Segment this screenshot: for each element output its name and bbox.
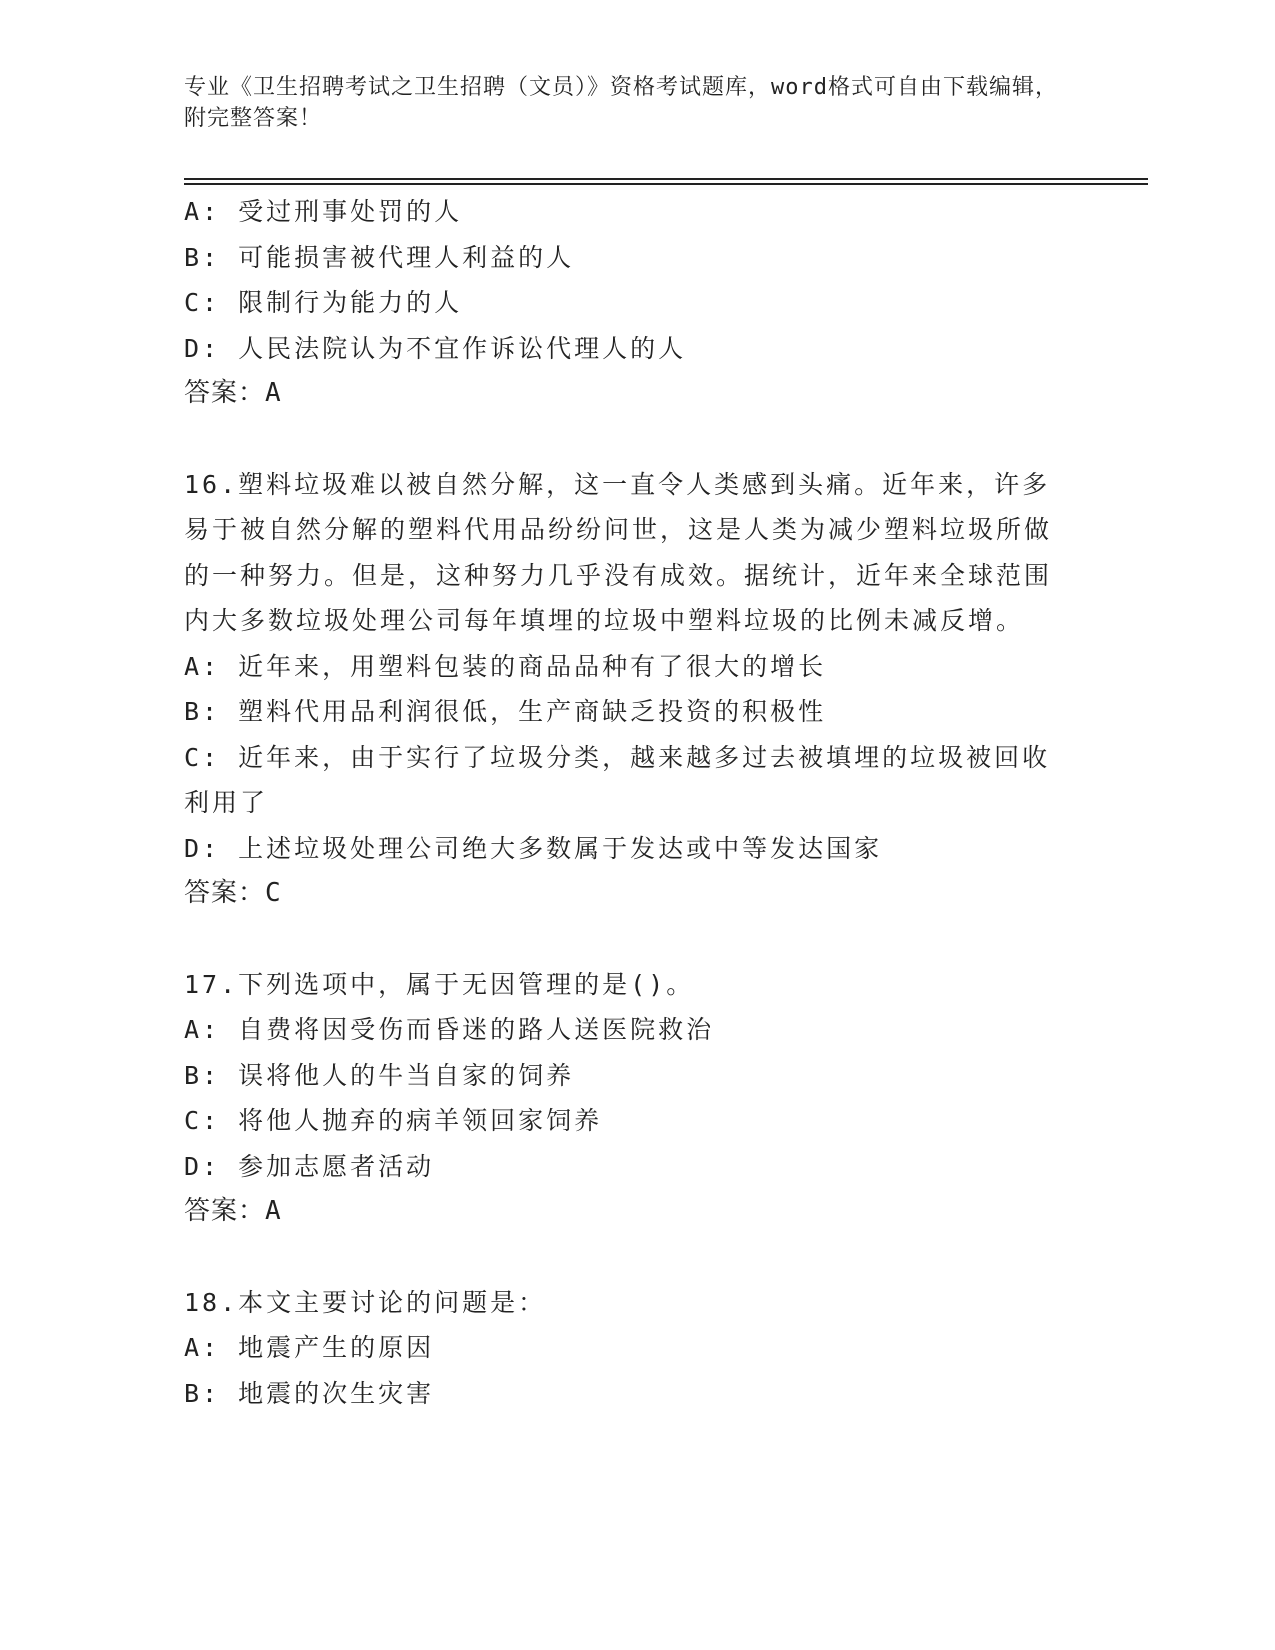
answer-line: 答案：C	[184, 878, 282, 908]
option-d: D: 人民法院认为不宜作诉讼代理人的人	[184, 333, 687, 363]
answer-line: 答案：A	[184, 378, 282, 408]
option-a: A: 自费将因受伤而昏迷的路人送医院救治	[184, 1015, 715, 1044]
option-a: A: 受过刑事处罚的人	[184, 197, 463, 226]
option-b: B: 塑料代用品利润很低，生产商缺乏投资的积极性	[184, 697, 827, 726]
question-block	[184, 189, 1084, 417]
answer-line: 答案：A	[184, 1196, 282, 1226]
question-list	[184, 189, 1084, 1416]
document-header: 专业《卫生招聘考试之卫生招聘（文员）》资格考试题库，word格式可自由下载编辑，附完整答案！	[184, 75, 1058, 131]
header-divider-bottom	[184, 183, 1148, 185]
spacer	[184, 1235, 1084, 1280]
option-d: D: 上述垃圾处理公司绝大多数属于发达或中等发达国家	[184, 833, 883, 863]
spacer	[184, 917, 1084, 962]
question-block	[184, 1280, 1084, 1417]
option-d: D: 参加志愿者活动	[184, 1151, 435, 1181]
question-text: 16.塑料垃圾难以被自然分解，这一直令人类感到头痛。近年来，许多易于被自然分解的塑料代用品纷纷问世，这是人类为减少塑料垃圾所做的一种努力。但是，这种努力几乎没有成效。据统计，近年来全球范围内大多数垃圾处理公司每年填埋的垃圾中塑料垃圾的比例未减反增。	[184, 469, 1053, 635]
question-block	[184, 462, 1084, 917]
option-b: B: 误将他人的牛当自家的饲养	[184, 1060, 575, 1090]
header-divider-top	[184, 178, 1148, 180]
option-b: B: 可能损害被代理人利益的人	[184, 242, 575, 272]
option-c: C: 限制行为能力的人	[184, 288, 463, 317]
option-a: A: 近年来，用塑料包装的商品品种有了很大的增长	[184, 651, 827, 681]
option-c: C: 将他人抛弃的病羊领回家饲养	[184, 1106, 603, 1135]
question-text: 18.本文主要讨论的问题是：	[184, 1287, 547, 1317]
option-a: A: 地震产生的原因	[184, 1333, 435, 1362]
option-c: C: 近年来，由于实行了垃圾分类，越来越多过去被填埋的垃圾被回收利用了	[184, 742, 1051, 817]
spacer	[184, 417, 1084, 462]
question-block	[184, 962, 1084, 1235]
option-b: B: 地震的次生灾害	[184, 1378, 435, 1408]
question-text: 17.下列选项中，属于无因管理的是()。	[184, 969, 695, 999]
